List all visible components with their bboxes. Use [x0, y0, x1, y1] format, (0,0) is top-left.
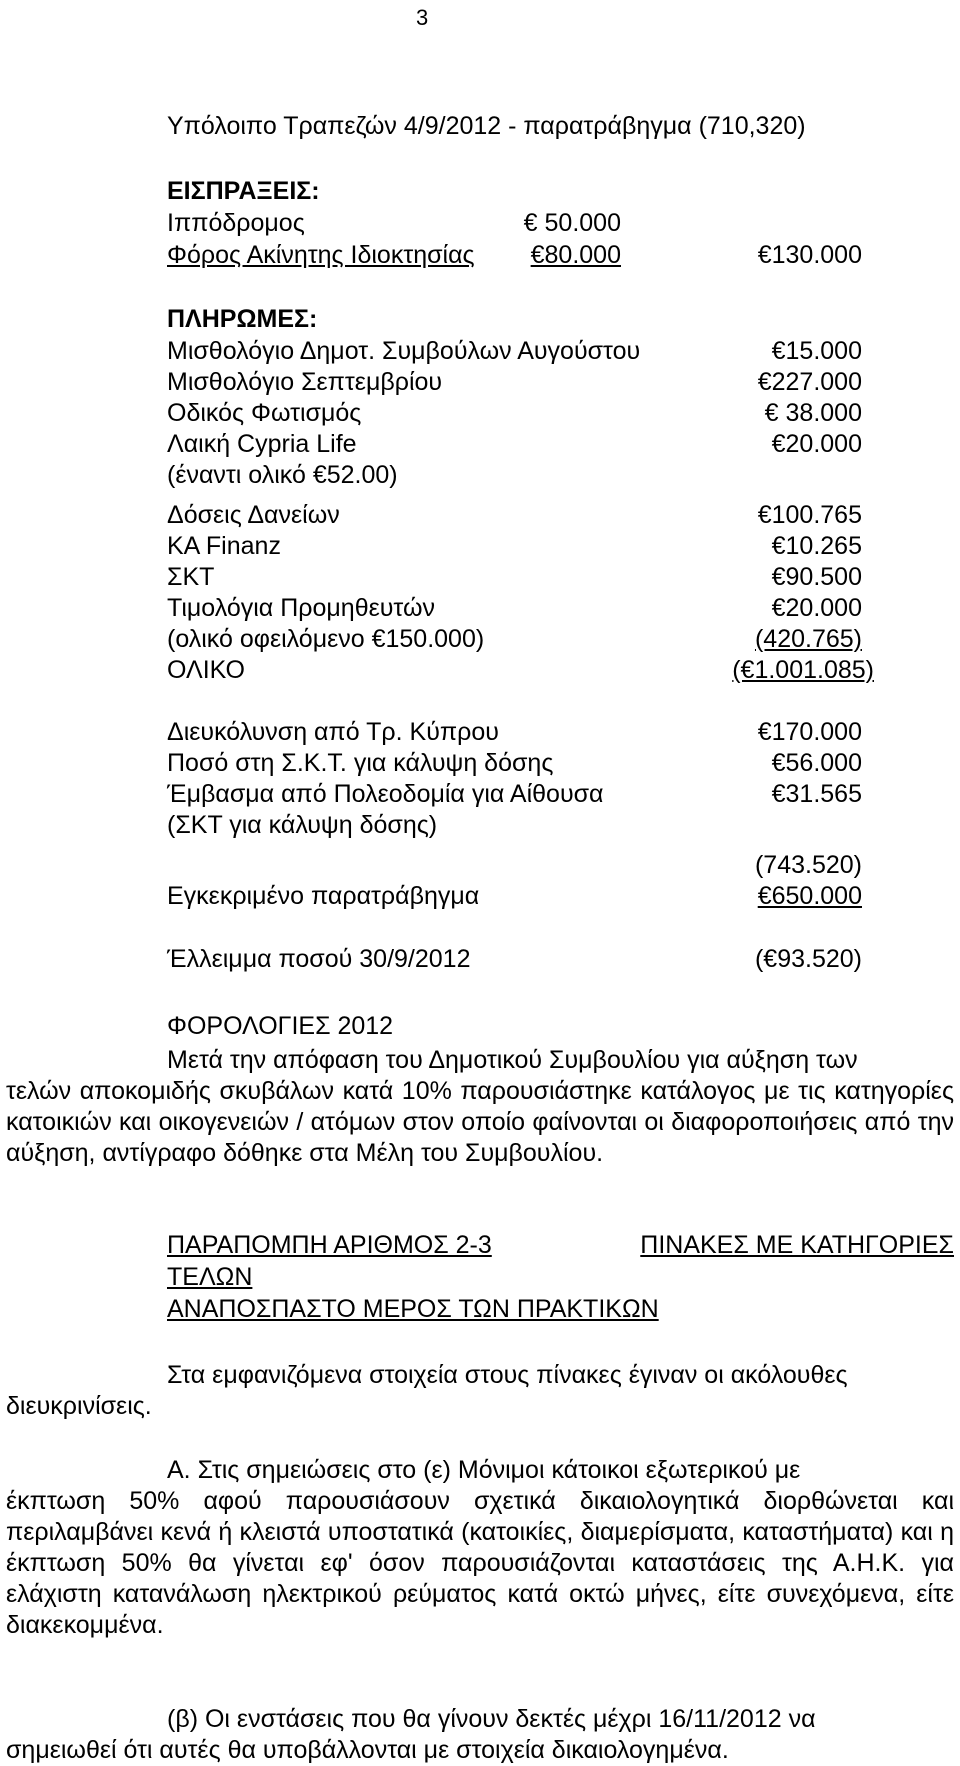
- payment-amount: €227.000: [757, 368, 862, 396]
- facilitation-amount: €170.000: [757, 718, 862, 746]
- payments-heading: ΠΛΗΡΩΜΕΣ:: [167, 305, 318, 333]
- facilitation-label: (ΣΚΤ για κάλυψη δόσης): [167, 811, 438, 839]
- payment-label: Τιμολόγια Προμηθευτών: [167, 594, 435, 622]
- note-b-paragraph: [6, 1704, 954, 1766]
- note-a-paragraph: [6, 1455, 954, 1641]
- reference-tables: ΠΙΝΑΚΕΣ ΜΕ ΚΑΤΗΓΟΡΙΕΣ: [640, 1231, 954, 1259]
- payment-amount: € 38.000: [764, 399, 862, 427]
- receipts-total: €130.000: [757, 241, 862, 269]
- facilitation-amount: €31.565: [771, 780, 862, 808]
- receipt-label: [167, 240, 475, 271]
- note-a-rest: έκπτωση 50% αφού παρουσιάσουν σχετικά δικαιολογητικά διορθώνεται και περιλαμβάνει κενά ή κλειστά υποστατικά (κατοικίες, διαμερίσματα, καταστήματα) και η έκπτωση 50% θα γίνεται εφ' όσον παρουσιάζονται καταστάσεις της Α.Η.Κ. για ελάχιστη κατανάλωση ηλεκτρικού ρεύματος κατά οκτώ μήνες, είτε συνεχόμενα, είτε διακεκομμένα.: [6, 1487, 954, 1639]
- facilitation-amount: €650.000: [757, 882, 862, 910]
- reference-line2: ΤΕΛΩΝ: [167, 1263, 253, 1291]
- payment-amount: €10.265: [771, 532, 862, 560]
- payment-amount: €20.000: [771, 430, 862, 458]
- facilitation-label: Ποσό στη Σ.Κ.Τ. για κάλυψη δόσης: [167, 749, 554, 777]
- reference-line3: ΑΝΑΠΟΣΠΑΣΤΟ ΜΕΡΟΣ ΤΩΝ ΠΡΑΚΤΙΚΩΝ: [167, 1295, 659, 1323]
- payment-label: (ολικό οφειλόμενο €150.000): [167, 625, 485, 653]
- taxes-heading: ΦΟΡΟΛΟΓΙΕΣ 2012: [167, 1012, 394, 1040]
- receipt-label: Ιππόδρομος: [167, 209, 305, 237]
- payment-label: (έναντι ολικό €52.00): [167, 461, 398, 489]
- taxes-paragraph-first-line: Μετά την απόφαση του Δημοτικού Συμβουλίου για αύξηση των: [167, 1046, 858, 1074]
- payment-amount: €20.000: [771, 594, 862, 622]
- payment-label: Οδικός Φωτισμός: [167, 399, 362, 427]
- clarifications-paragraph: [6, 1360, 954, 1422]
- facilitation-label: Έμβασμα από Πολεοδομία για Αίθουσα: [167, 780, 604, 808]
- facilitation-label: Διευκόλυνση από Τρ. Κύπρου: [167, 718, 499, 746]
- facilitation-amount: €56.000: [771, 749, 862, 777]
- payment-label: Μισθολόγιο Σεπτεμβρίου: [167, 368, 443, 396]
- payment-label: Μισθολόγιο Δημοτ. Συμβούλων Αυγούστου: [167, 337, 641, 365]
- note-b-first-line: (β) Οι ενστάσεις που θα γίνουν δεκτές μέχρι 16/11/2012 να: [167, 1705, 816, 1733]
- receipt-amount: € 50.000: [523, 209, 621, 237]
- reference-number: ΠΑΡΑΠΟΜΠΗ ΑΡΙΘΜΟΣ 2-3: [167, 1231, 492, 1259]
- payment-total-label: ΟΛΙΚΟ: [167, 656, 245, 684]
- receipts-heading: ΕΙΣΠΡΑΞΕΙΣ:: [167, 177, 320, 205]
- payment-label: Δόσεις Δανείων: [167, 501, 340, 529]
- deficit-label: Έλλειμμα ποσού 30/9/2012: [167, 945, 471, 973]
- payment-amount: €100.765: [757, 501, 862, 529]
- deficit-amount: (€93.520): [754, 945, 862, 973]
- receipt-label-text: Φόρος Ακίνητης Ιδιοκτησίας: [167, 241, 475, 269]
- payment-label: ΣΚΤ: [167, 563, 215, 591]
- note-a-first-line: Α. Στις σημειώσεις στο (ε) Μόνιμοι κάτοικοι εξωτερικού με: [167, 1456, 801, 1484]
- note-b-rest: σημειωθεί ότι αυτές θα υποβάλλονται με στοιχεία δικαιολογημένα.: [6, 1736, 729, 1764]
- payment-amount: €90.500: [771, 563, 862, 591]
- payment-label: Λαική Cypria Life: [167, 430, 357, 458]
- receipt-amount: €80.000: [530, 241, 621, 269]
- payment-amount: €15.000: [771, 337, 862, 365]
- taxes-paragraph-rest: τελών αποκομιδής σκυβάλων κατά 10% παρουσιάστηκε κατάλογος με τις κατηγορίες κατοικιών και οικογενειών / ατόμων στον οποίο φαίνονται οι διαφοροποιήσεις από την αύξηση, αντίγραφο δόθηκε στα Μέλη του Συμβουλίου.: [6, 1077, 954, 1167]
- clarifications-first-line: Στα εμφανιζόμενα στοιχεία στους πίνακες έγιναν οι ακόλουθες: [167, 1361, 848, 1389]
- payment-label: ΚΑ Finanz: [167, 532, 281, 560]
- facilitation-label: Εγκεκριμένο παρατράβηγμα: [167, 882, 480, 910]
- facilitation-amount: (743.520): [754, 851, 862, 879]
- payment-total-amount: (€1.001.085): [732, 656, 874, 684]
- page-number: 3: [416, 5, 429, 30]
- payment-amount: (420.765): [754, 625, 862, 653]
- balance-heading: Υπόλοιπο Τραπεζών 4/9/2012 - παρατράβηγμα (710,320): [167, 112, 806, 140]
- taxes-paragraph: [6, 1045, 954, 1169]
- clarifications-rest: διευκρινίσεις.: [6, 1392, 152, 1420]
